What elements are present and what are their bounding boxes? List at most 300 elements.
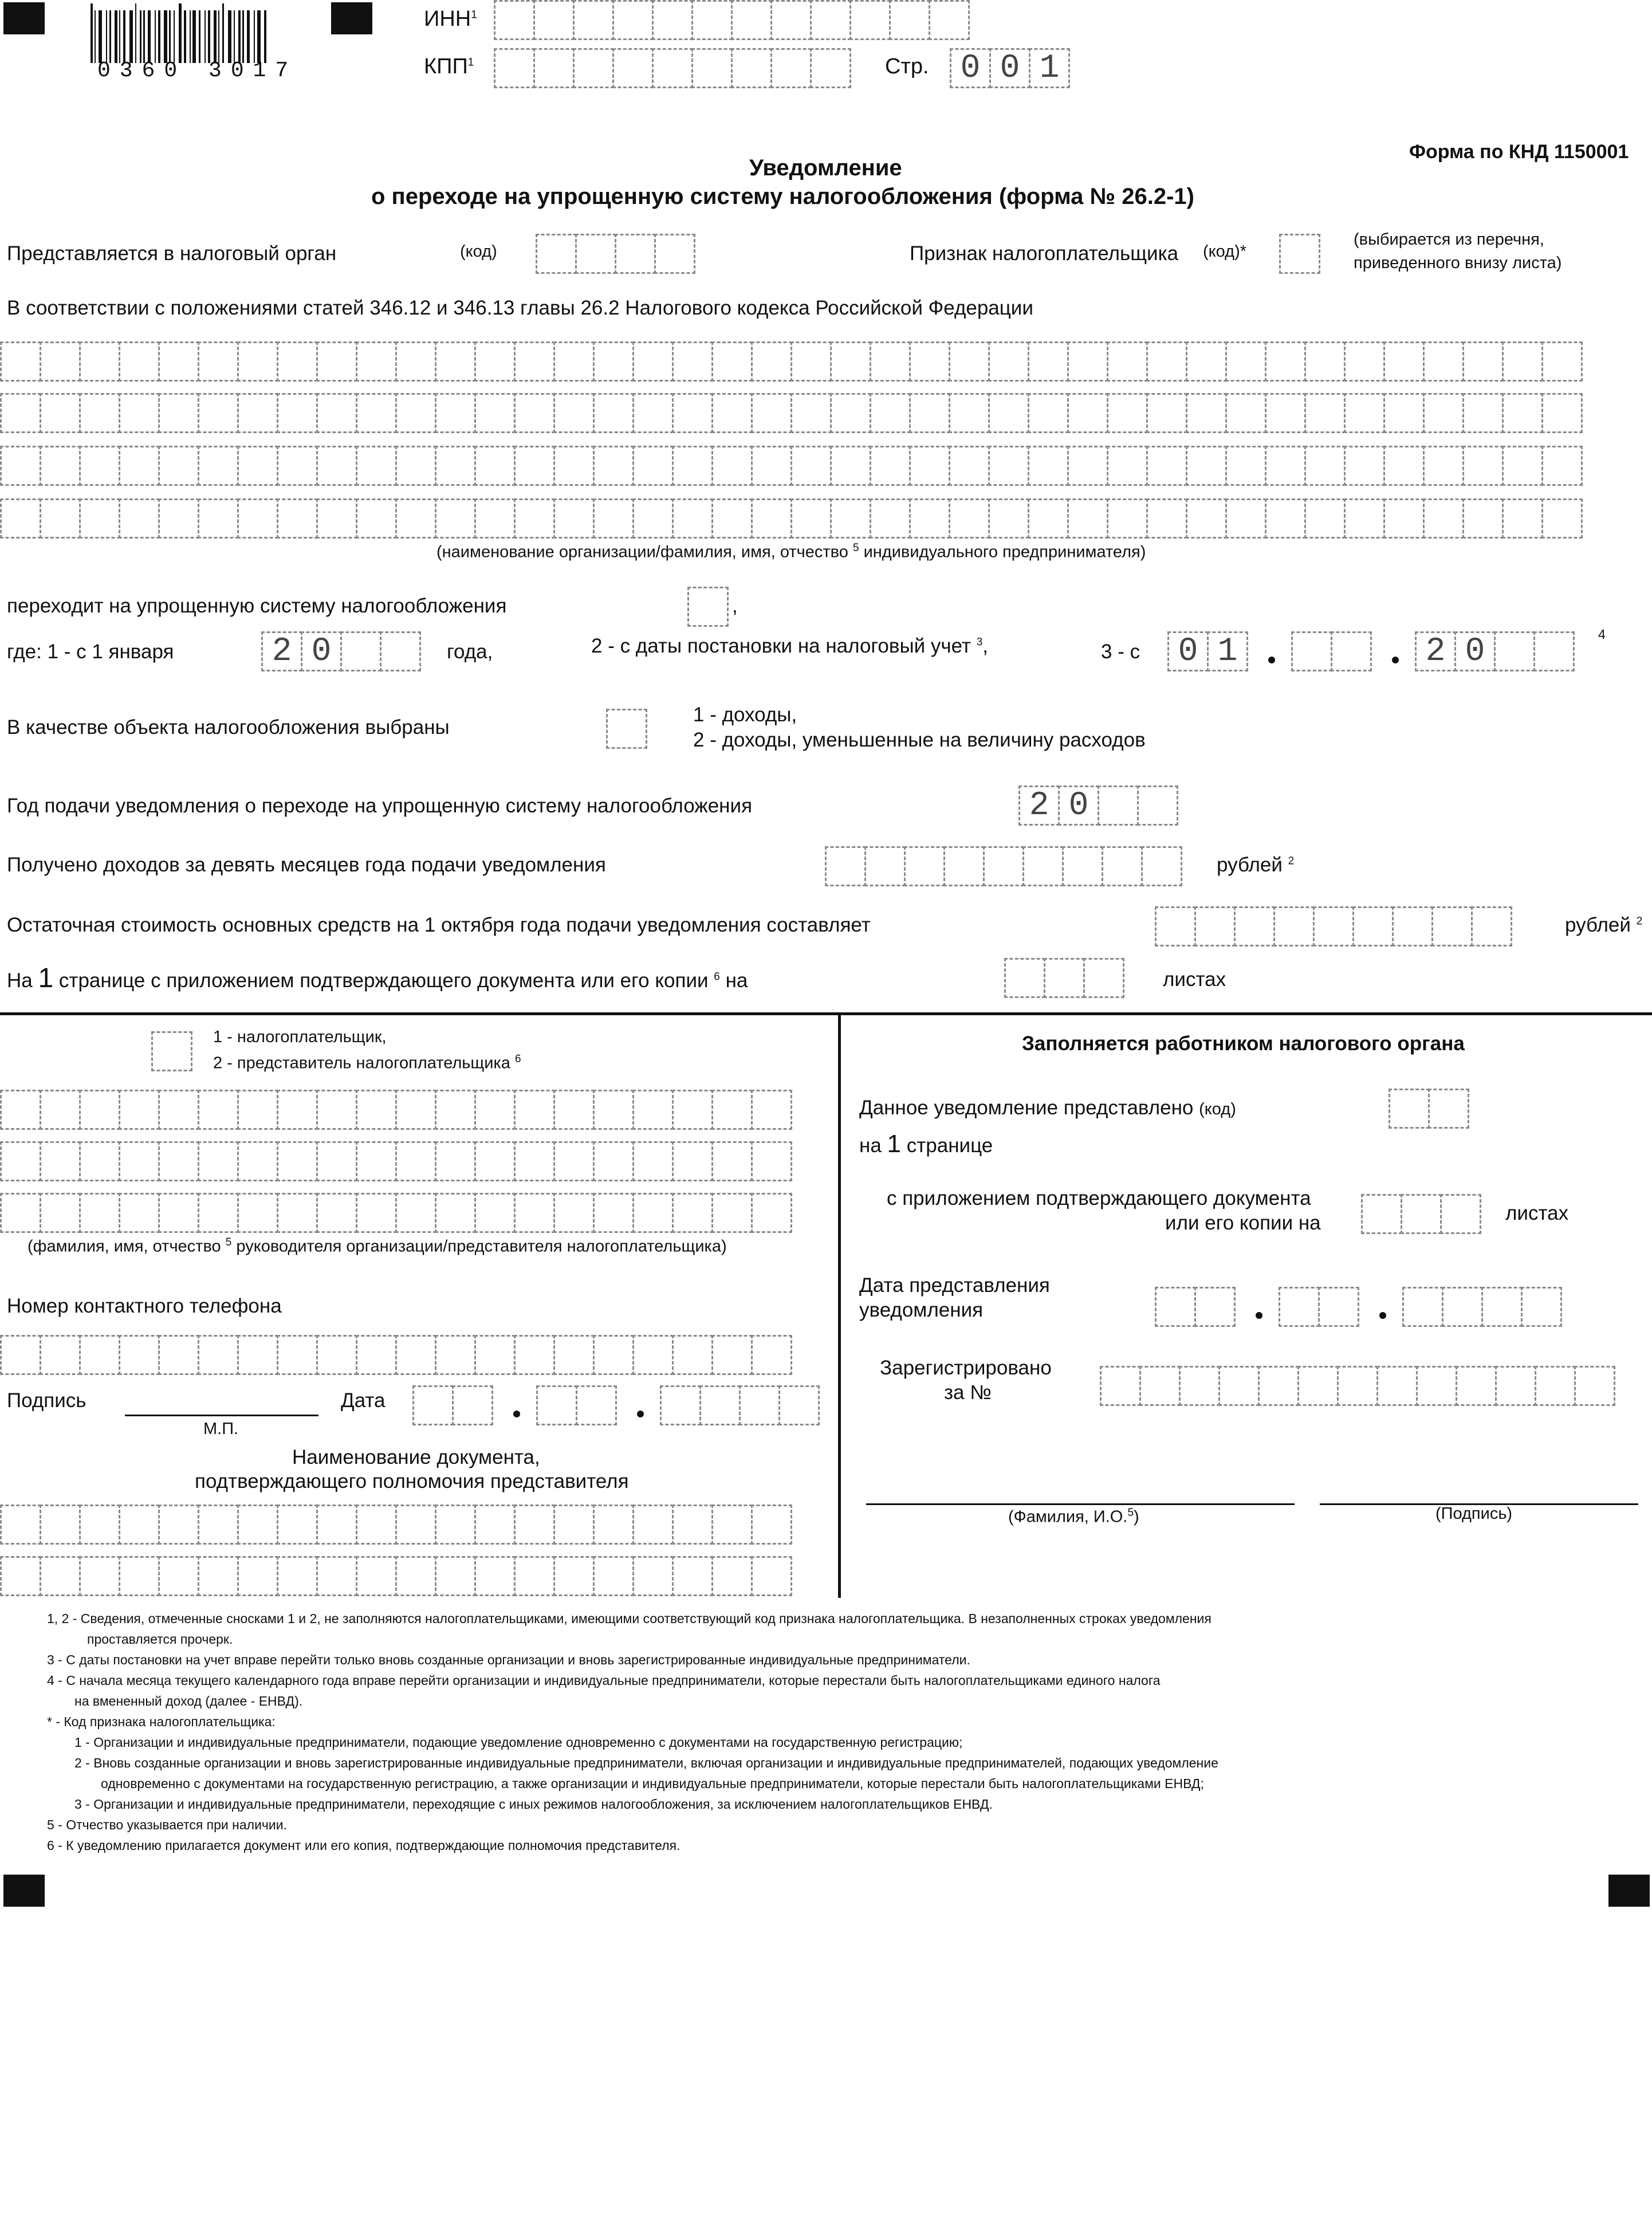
input-cell[interactable] <box>1502 446 1543 486</box>
input-cell[interactable] <box>632 1505 674 1545</box>
input-cell[interactable] <box>1392 906 1433 946</box>
input-cell[interactable] <box>435 393 476 433</box>
input-cell[interactable] <box>711 1141 753 1181</box>
input-cell[interactable] <box>452 1385 493 1425</box>
input-cell[interactable] <box>158 1335 199 1375</box>
submitted-code-cells[interactable] <box>1389 1089 1468 1129</box>
input-cell[interactable]: 0 <box>301 631 342 671</box>
input-cell[interactable] <box>277 498 318 539</box>
input-cell[interactable] <box>158 1193 199 1233</box>
input-cell[interactable] <box>395 446 436 486</box>
input-cell[interactable] <box>412 1385 454 1425</box>
input-cell[interactable] <box>119 341 160 382</box>
input-cell[interactable] <box>1234 906 1275 946</box>
input-cell[interactable] <box>198 393 239 433</box>
input-cell[interactable] <box>514 1505 555 1545</box>
input-cell[interactable] <box>151 1031 192 1071</box>
input-cell[interactable] <box>435 1335 476 1375</box>
input-cell[interactable] <box>1225 393 1266 433</box>
input-cell[interactable] <box>395 1505 436 1545</box>
input-cell[interactable] <box>1471 906 1512 946</box>
input-cell[interactable] <box>1279 234 1320 274</box>
input-cell[interactable] <box>615 234 656 274</box>
input-cell[interactable] <box>1462 446 1504 486</box>
input-cell[interactable] <box>1028 393 1069 433</box>
input-cell[interactable] <box>593 446 634 486</box>
input-cell[interactable] <box>870 393 911 433</box>
input-cell[interactable] <box>751 446 792 486</box>
input-cell[interactable] <box>1462 393 1504 433</box>
input-cell[interactable] <box>1502 393 1543 433</box>
input-cell[interactable] <box>0 1335 41 1375</box>
input-cell[interactable] <box>1265 446 1306 486</box>
input-cell[interactable] <box>1337 1366 1378 1406</box>
input-cell[interactable] <box>40 1505 81 1545</box>
input-cell[interactable] <box>672 393 713 433</box>
input-cell[interactable] <box>632 498 674 539</box>
input-cell[interactable] <box>1028 446 1069 486</box>
input-cell[interactable] <box>1139 1366 1181 1406</box>
input-cell[interactable] <box>237 446 278 486</box>
input-cell[interactable] <box>1402 1287 1443 1327</box>
input-cell[interactable] <box>237 1090 278 1130</box>
signer-role-cell[interactable] <box>151 1031 191 1071</box>
input-cell[interactable] <box>158 1505 199 1545</box>
input-cell[interactable] <box>593 1505 634 1545</box>
input-cell[interactable] <box>672 1335 713 1375</box>
input-cell[interactable] <box>711 1505 753 1545</box>
input-cell[interactable] <box>790 498 832 539</box>
input-cell[interactable] <box>632 1090 674 1130</box>
input-cell[interactable] <box>1383 341 1425 382</box>
submission-date-year-cells[interactable] <box>1402 1287 1560 1327</box>
input-cell[interactable] <box>1194 1287 1236 1327</box>
input-cell[interactable] <box>356 341 397 382</box>
input-cell[interactable] <box>1186 393 1227 433</box>
input-cell[interactable] <box>1273 906 1315 946</box>
input-cell[interactable] <box>340 631 381 671</box>
input-cell[interactable]: 1 <box>1207 631 1248 671</box>
input-cell[interactable] <box>119 393 160 433</box>
attachment-sheets-cells[interactable] <box>1361 1194 1480 1234</box>
input-cell[interactable] <box>494 0 535 40</box>
input-cell[interactable] <box>158 446 199 486</box>
input-cell[interactable] <box>316 393 357 433</box>
input-cell[interactable] <box>830 446 871 486</box>
input-cell[interactable] <box>687 587 729 627</box>
input-cell[interactable] <box>237 1505 278 1545</box>
input-cell[interactable] <box>198 1335 239 1375</box>
input-cell[interactable] <box>751 341 792 382</box>
input-cell[interactable] <box>870 341 911 382</box>
input-cell[interactable]: 2 <box>1415 631 1456 671</box>
input-cell[interactable] <box>751 1090 792 1130</box>
input-cell[interactable] <box>119 1090 160 1130</box>
input-cell[interactable] <box>40 446 81 486</box>
signature-line[interactable] <box>125 1415 318 1416</box>
input-cell[interactable] <box>1028 341 1069 382</box>
input-cell[interactable] <box>909 446 950 486</box>
input-cell[interactable] <box>632 1141 674 1181</box>
input-cell[interactable] <box>870 446 911 486</box>
input-cell[interactable] <box>904 846 945 886</box>
input-cell[interactable] <box>711 1335 753 1375</box>
input-cell[interactable] <box>533 0 575 40</box>
input-cell[interactable] <box>1297 1366 1339 1406</box>
input-cell[interactable] <box>553 1193 595 1233</box>
input-cell[interactable] <box>158 341 199 382</box>
input-cell[interactable] <box>1442 1287 1483 1327</box>
input-cell[interactable] <box>1574 1366 1615 1406</box>
input-cell[interactable] <box>40 498 81 539</box>
input-cell[interactable] <box>474 1335 516 1375</box>
input-cell[interactable] <box>731 0 772 40</box>
input-cell[interactable] <box>395 341 436 382</box>
input-cell[interactable] <box>632 393 674 433</box>
input-cell[interactable] <box>1376 1366 1418 1406</box>
input-cell[interactable] <box>514 393 555 433</box>
input-cell[interactable] <box>1541 498 1583 539</box>
input-cell[interactable] <box>949 446 990 486</box>
option1-year-cells[interactable] <box>261 631 419 671</box>
pages-info-sheets-cells[interactable] <box>1004 958 1123 998</box>
input-cell[interactable] <box>277 341 318 382</box>
input-cell[interactable] <box>237 1335 278 1375</box>
input-cell[interactable] <box>790 446 832 486</box>
input-cell[interactable] <box>395 1193 436 1233</box>
input-cell[interactable] <box>553 446 595 486</box>
input-cell[interactable] <box>1186 341 1227 382</box>
input-cell[interactable] <box>158 498 199 539</box>
input-cell[interactable] <box>1107 498 1148 539</box>
input-cell[interactable] <box>949 498 990 539</box>
input-cell[interactable] <box>870 498 911 539</box>
input-cell[interactable] <box>395 1141 436 1181</box>
input-cell[interactable] <box>1107 446 1148 486</box>
input-cell[interactable] <box>553 393 595 433</box>
input-cell[interactable] <box>40 1141 81 1181</box>
input-cell[interactable] <box>1137 785 1178 826</box>
input-cell[interactable] <box>79 1141 120 1181</box>
input-cell[interactable] <box>1265 341 1306 382</box>
input-cell[interactable] <box>1225 498 1266 539</box>
input-cell[interactable] <box>751 1556 792 1596</box>
input-cell[interactable] <box>1318 1287 1359 1327</box>
input-cell[interactable] <box>1502 498 1543 539</box>
input-cell[interactable] <box>909 393 950 433</box>
input-cell[interactable] <box>1462 498 1504 539</box>
input-cell[interactable] <box>474 1193 516 1233</box>
input-cell[interactable] <box>612 48 654 88</box>
input-cell[interactable] <box>316 1335 357 1375</box>
input-cell[interactable] <box>435 446 476 486</box>
input-cell[interactable] <box>553 1335 595 1375</box>
input-cell[interactable] <box>0 341 41 382</box>
input-cell[interactable] <box>79 446 120 486</box>
input-cell[interactable] <box>158 1090 199 1130</box>
input-cell[interactable] <box>652 48 693 88</box>
input-cell[interactable] <box>316 446 357 486</box>
input-cell[interactable] <box>474 446 516 486</box>
input-cell[interactable] <box>158 393 199 433</box>
submission-date-day-cells[interactable] <box>1155 1287 1234 1327</box>
input-cell[interactable] <box>573 48 614 88</box>
input-cell[interactable] <box>119 498 160 539</box>
input-cell[interactable] <box>1102 846 1143 886</box>
input-cell[interactable] <box>79 1335 120 1375</box>
input-cell[interactable] <box>119 1141 160 1181</box>
input-cell[interactable] <box>672 341 713 382</box>
input-cell[interactable] <box>435 341 476 382</box>
input-cell[interactable] <box>435 498 476 539</box>
option3-year-cells[interactable] <box>1415 631 1573 671</box>
input-cell[interactable] <box>988 341 1029 382</box>
input-cell[interactable] <box>1258 1366 1299 1406</box>
input-cell[interactable] <box>1146 393 1187 433</box>
input-cell[interactable] <box>435 1193 476 1233</box>
input-cell[interactable] <box>1428 1089 1469 1129</box>
input-cell[interactable] <box>277 1556 318 1596</box>
input-cell[interactable] <box>1186 498 1227 539</box>
input-cell[interactable] <box>1389 1089 1430 1129</box>
input-cell[interactable] <box>711 341 753 382</box>
input-cell[interactable] <box>435 1556 476 1596</box>
input-cell[interactable] <box>494 48 535 88</box>
input-cell[interactable] <box>356 393 397 433</box>
input-cell[interactable] <box>1067 341 1108 382</box>
sign-date-month-cells[interactable] <box>536 1385 615 1425</box>
input-cell[interactable] <box>356 1505 397 1545</box>
input-cell[interactable]: 2 <box>261 631 302 671</box>
input-cell[interactable] <box>237 341 278 382</box>
kpp-cells[interactable] <box>494 48 849 88</box>
input-cell[interactable] <box>593 1556 634 1596</box>
input-cell[interactable] <box>395 1556 436 1596</box>
input-cell[interactable] <box>1225 341 1266 382</box>
input-cell[interactable] <box>1100 1366 1141 1406</box>
input-cell[interactable] <box>672 1193 713 1233</box>
input-cell[interactable] <box>949 341 990 382</box>
input-cell[interactable] <box>1083 958 1124 998</box>
input-cell[interactable] <box>536 1385 577 1425</box>
input-cell[interactable] <box>699 1385 741 1425</box>
input-cell[interactable] <box>672 1556 713 1596</box>
input-cell[interactable] <box>277 1505 318 1545</box>
org-name-row-4[interactable] <box>0 498 1581 539</box>
input-cell[interactable] <box>1344 446 1385 486</box>
input-cell[interactable] <box>1067 393 1108 433</box>
input-cell[interactable] <box>474 1090 516 1130</box>
org-name-row-1[interactable] <box>0 341 1581 382</box>
input-cell[interactable] <box>514 1556 555 1596</box>
input-cell[interactable] <box>553 1556 595 1596</box>
tax-organ-code-cells[interactable] <box>536 234 694 274</box>
input-cell[interactable] <box>711 1193 753 1233</box>
input-cell[interactable] <box>237 393 278 433</box>
notice-year-cells[interactable] <box>1018 785 1177 826</box>
input-cell[interactable] <box>810 48 851 88</box>
input-cell[interactable] <box>198 498 239 539</box>
input-cell[interactable] <box>731 48 772 88</box>
input-cell[interactable] <box>1141 846 1182 886</box>
input-cell[interactable] <box>1344 498 1385 539</box>
input-cell[interactable] <box>1146 498 1187 539</box>
input-cell[interactable] <box>593 1335 634 1375</box>
input-cell[interactable] <box>316 1141 357 1181</box>
input-cell[interactable] <box>0 498 41 539</box>
input-cell[interactable] <box>909 498 950 539</box>
input-cell[interactable] <box>474 393 516 433</box>
input-cell[interactable] <box>889 0 930 40</box>
input-cell[interactable] <box>1456 1366 1497 1406</box>
input-cell[interactable] <box>672 1505 713 1545</box>
input-cell[interactable] <box>660 1385 701 1425</box>
input-cell[interactable] <box>1344 393 1385 433</box>
income-cells[interactable] <box>825 846 1181 886</box>
input-cell[interactable] <box>1502 341 1543 382</box>
input-cell[interactable] <box>751 498 792 539</box>
input-cell[interactable] <box>711 446 753 486</box>
input-cell[interactable] <box>652 0 693 40</box>
input-cell[interactable] <box>593 393 634 433</box>
input-cell[interactable] <box>553 1505 595 1545</box>
signer-name-row-2[interactable] <box>0 1141 790 1181</box>
input-cell[interactable] <box>198 446 239 486</box>
input-cell[interactable] <box>533 48 575 88</box>
input-cell[interactable] <box>553 1090 595 1130</box>
input-cell[interactable] <box>691 48 733 88</box>
input-cell[interactable] <box>356 498 397 539</box>
input-cell[interactable] <box>40 1556 81 1596</box>
input-cell[interactable] <box>1541 393 1583 433</box>
input-cell[interactable] <box>79 1556 120 1596</box>
input-cell[interactable] <box>1067 498 1108 539</box>
input-cell[interactable] <box>711 498 753 539</box>
tax-object-cell[interactable] <box>606 709 646 749</box>
input-cell[interactable] <box>711 393 753 433</box>
input-cell[interactable] <box>1304 341 1346 382</box>
input-cell[interactable] <box>316 498 357 539</box>
input-cell[interactable]: 2 <box>1018 785 1060 826</box>
input-cell[interactable] <box>316 341 357 382</box>
input-cell[interactable] <box>1179 1366 1220 1406</box>
input-cell[interactable] <box>0 393 41 433</box>
input-cell[interactable] <box>0 1141 41 1181</box>
input-cell[interactable] <box>514 446 555 486</box>
input-cell[interactable] <box>949 393 990 433</box>
input-cell[interactable] <box>770 48 812 88</box>
input-cell[interactable] <box>356 1090 397 1130</box>
input-cell[interactable] <box>593 341 634 382</box>
input-cell[interactable] <box>198 1141 239 1181</box>
signer-name-row-1[interactable] <box>0 1090 790 1130</box>
input-cell[interactable] <box>1521 1287 1562 1327</box>
input-cell[interactable] <box>1304 393 1346 433</box>
input-cell[interactable] <box>316 1090 357 1130</box>
input-cell[interactable] <box>79 341 120 382</box>
input-cell[interactable] <box>1462 341 1504 382</box>
input-cell[interactable] <box>790 341 832 382</box>
input-cell[interactable] <box>1044 958 1085 998</box>
input-cell[interactable] <box>632 1335 674 1375</box>
input-cell[interactable] <box>825 846 866 886</box>
input-cell[interactable] <box>1028 498 1069 539</box>
input-cell[interactable] <box>1383 393 1425 433</box>
input-cell[interactable] <box>1067 446 1108 486</box>
input-cell[interactable] <box>1401 1194 1442 1234</box>
input-cell[interactable] <box>830 341 871 382</box>
input-cell[interactable] <box>711 1090 753 1130</box>
input-cell[interactable] <box>751 393 792 433</box>
input-cell[interactable] <box>198 1556 239 1596</box>
input-cell[interactable] <box>356 1193 397 1233</box>
input-cell[interactable] <box>929 0 970 40</box>
input-cell[interactable] <box>435 1141 476 1181</box>
input-cell[interactable] <box>277 1335 318 1375</box>
input-cell[interactable] <box>79 498 120 539</box>
input-cell[interactable] <box>79 1505 120 1545</box>
input-cell[interactable] <box>237 1141 278 1181</box>
input-cell[interactable] <box>119 1193 160 1233</box>
input-cell[interactable] <box>864 846 906 886</box>
input-cell[interactable] <box>553 1141 595 1181</box>
input-cell[interactable] <box>711 1556 753 1596</box>
input-cell[interactable] <box>0 1090 41 1130</box>
input-cell[interactable] <box>474 498 516 539</box>
input-cell[interactable] <box>575 234 616 274</box>
input-cell[interactable] <box>158 1556 199 1596</box>
input-cell[interactable] <box>79 1090 120 1130</box>
input-cell[interactable] <box>770 0 812 40</box>
input-cell[interactable] <box>1423 498 1464 539</box>
input-cell[interactable] <box>1423 341 1464 382</box>
input-cell[interactable] <box>632 446 674 486</box>
input-cell[interactable] <box>593 1141 634 1181</box>
input-cell[interactable] <box>514 1335 555 1375</box>
input-cell[interactable] <box>790 393 832 433</box>
registration-number-cells[interactable] <box>1100 1366 1614 1406</box>
input-cell[interactable] <box>119 446 160 486</box>
input-cell[interactable] <box>395 393 436 433</box>
input-cell[interactable] <box>237 498 278 539</box>
input-cell[interactable] <box>1541 341 1583 382</box>
residual-value-cells[interactable] <box>1155 906 1511 946</box>
input-cell[interactable] <box>1107 393 1148 433</box>
input-cell[interactable] <box>1225 446 1266 486</box>
input-cell[interactable] <box>988 393 1029 433</box>
input-cell[interactable] <box>810 0 851 40</box>
input-cell[interactable] <box>1146 341 1187 382</box>
input-cell[interactable] <box>536 234 577 274</box>
input-cell[interactable] <box>316 1505 357 1545</box>
input-cell[interactable] <box>573 0 614 40</box>
input-cell[interactable] <box>576 1385 617 1425</box>
taxpayer-sign-cell[interactable] <box>1279 234 1319 274</box>
input-cell[interactable] <box>198 1193 239 1233</box>
input-cell[interactable] <box>632 1193 674 1233</box>
official-name-line[interactable] <box>866 1503 1295 1505</box>
input-cell[interactable] <box>1535 1366 1576 1406</box>
input-cell[interactable] <box>1062 846 1103 886</box>
org-name-row-2[interactable] <box>0 393 1581 433</box>
input-cell[interactable] <box>1533 631 1575 671</box>
input-cell[interactable] <box>514 1193 555 1233</box>
input-cell[interactable] <box>395 1090 436 1130</box>
input-cell[interactable] <box>277 1193 318 1233</box>
input-cell[interactable] <box>474 1141 516 1181</box>
input-cell[interactable] <box>943 846 985 886</box>
input-cell[interactable] <box>606 709 647 749</box>
